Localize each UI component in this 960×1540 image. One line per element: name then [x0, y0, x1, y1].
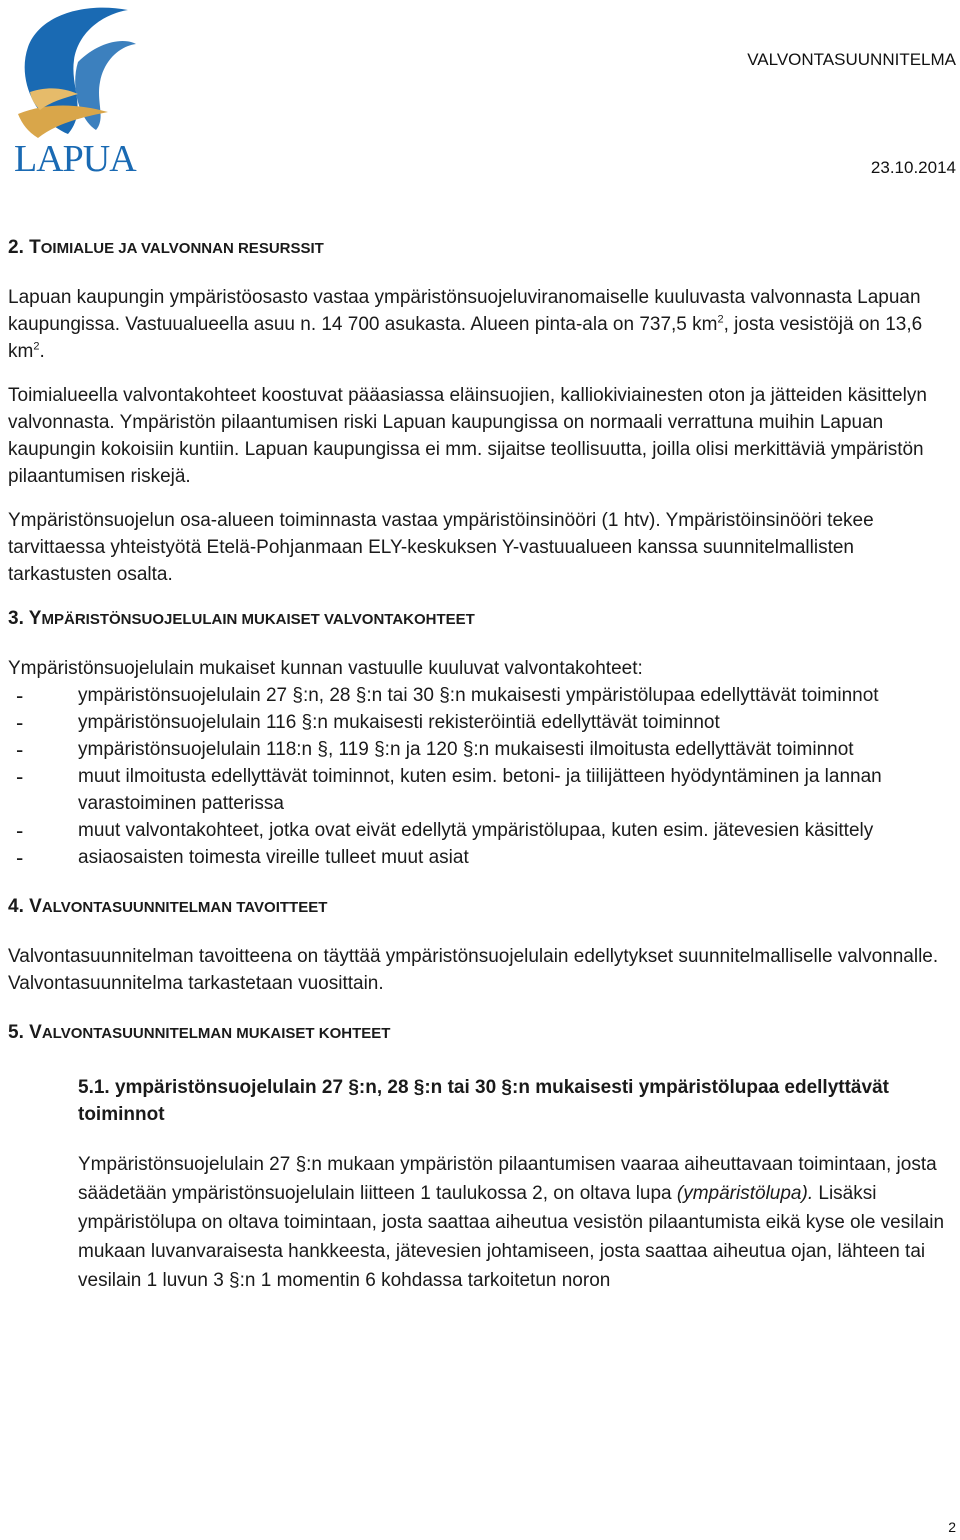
list-item: - ympäristönsuojelulain 27 §:n, 28 §:n tai 30 §:n mukaisesti ympäristölupaa edellyttävät toiminnot: [8, 682, 956, 709]
list-item: - asiaosaisten toimesta vireille tulleet muut asiat: [8, 844, 956, 871]
section-2-paragraph-1: Lapuan kaupungin ympäristöosasto vastaa ympäristönsuojeluviranomaiselle kuuluvasta valvonnasta Lapuan kaupungissa. Vastuualueella asuu n. 14 700 asukasta. Alueen pinta-ala on 737,5 $km^2$, josta vesistöjä on 13,6 $km^2$.: [8, 287, 923, 362]
lapua-logo: [8, 2, 148, 180]
document-date: 23.10.2014: [870, 158, 956, 177]
logo-wordmark: LAPUA: [14, 138, 136, 180]
list-item: - muut valvontakohteet, jotka ovat eivät edellytä ympäristölupaa, kuten esim. jätevesien käsittely: [8, 817, 956, 844]
section-2-paragraph-3: Ympäristönsuojelun osa-alueen toiminnasta vastaa ympäristöinsinööri (1 htv). Ympäristöinsinööri tekee tarvittaessa yhteistyötä Etelä-Pohjanmaan ELY-keskuksen Y-vastuualueen kanssa suunnitelmallisten tarkastusten osalta.: [8, 510, 874, 585]
list-item: - ympäristönsuojelulain 118:n §, 119 §:n ja 120 §:n mukaisesti ilmoitusta edellyttävät toiminnot: [8, 736, 956, 763]
page-number: 2: [948, 1519, 956, 1535]
list-item: - ympäristönsuojelulain 116 §:n mukaisesti rekisteröintiä edellyttävät toiminnot: [8, 709, 956, 736]
subsection-5-1-paragraph: Ympäristönsuojelulain 27 §:n mukaan ympäristön pilaantumisen vaaraa aiheuttavaan toimintaan, josta säädetään ympäristönsuojelulain liitteen 1 taulukossa 2, on oltava lupa (ympäristölupa). Lisäksi ympäristölupa on oltava toimintaan, josta saattaa aiheutua vesistön pilaantumista eikä kyse ole vesilain mukaan luvanvaraisesta hankkeesta, jätevesien johtamiseen, josta saattaa aiheutua ojan, lähteen tai vesilain 1 luvun 3 §:n 1 momentin 6 kohdassa tarkoitetun noron: [78, 1154, 945, 1291]
valvontakohteet-list: [8, 682, 956, 871]
list-item: - muut ilmoitusta edellyttävät toiminnot, kuten esim. betoni- ja tiilijätteen hyödyntäminen ja lannan varastoiminen patterissa: [8, 763, 956, 817]
section-2-paragraph-2: Toimialueella valvontakohteet koostuvat pääasiassa eläinsuojien, kalliokiviainesten oton ja jätteiden käsittelyn valvonnasta. Ympäristön pilaantumisen riski Lapuan kaupungissa on normaali verrattuna muihin Lapuan kaupungin kokoisiin kuntiin. Lapuan kaupungissa ei mm. sijaitse teollisuutta, joilla olisi merkittäviä ympäristön pilaantumisen riskejä.: [8, 385, 927, 487]
document-body: [8, 234, 956, 1295]
section-5-heading: 5. VALVONTASUUNNITELMAN MUKAISET KOHTEET: [8, 1022, 391, 1043]
section-2-heading: 2. TOIMIALUE JA VALVONNAN RESURSSIT: [8, 237, 324, 258]
document-title: VALVONTASUUNNITELMA: [747, 50, 956, 69]
lapua-emblem-icon: [8, 2, 148, 142]
section-4-paragraph: Valvontasuunnitelman tavoitteena on täyttää ympäristönsuojelulain edellytykset suunnitelmalliselle valvonnalle. Valvontasuunnitelma tarkastetaan vuosittain.: [8, 946, 939, 994]
section-3-intro: Ympäristönsuojelulain mukaiset kunnan vastuulle kuuluvat valvontakohteet:: [8, 658, 643, 679]
section-4-heading: 4. VALVONTASUUNNITELMAN TAVOITTEET: [8, 896, 328, 917]
section-3-heading: 3. YMPÄRISTÖNSUOJELULAIN MUKAISET VALVONTAKOHTEET: [8, 608, 475, 629]
subsection-5-1-heading: 5.1. ympäristönsuojelulain 27 §:n, 28 §:n tai 30 §:n mukaisesti ympäristölupaa edellyttävät toiminnot: [78, 1077, 889, 1125]
